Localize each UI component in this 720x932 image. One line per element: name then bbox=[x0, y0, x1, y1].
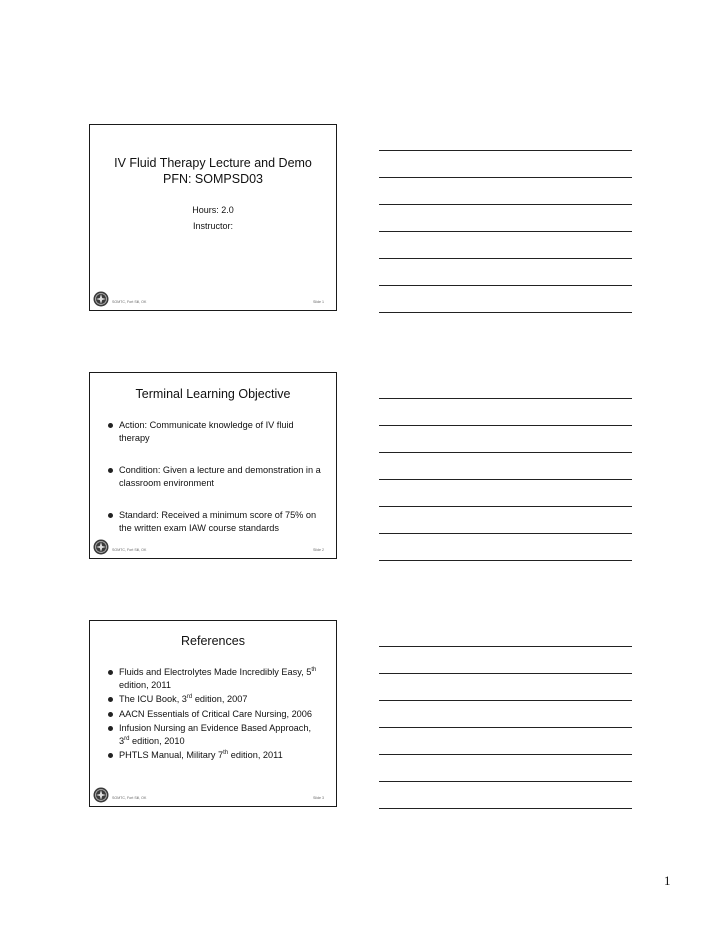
bullet-icon bbox=[108, 670, 113, 675]
unit-crest-icon bbox=[93, 539, 109, 555]
note-line bbox=[379, 781, 632, 782]
unit-crest-icon bbox=[93, 787, 109, 803]
bullet-icon bbox=[108, 468, 113, 473]
bullet-icon bbox=[108, 423, 113, 428]
slide-1-instructor: Instructor: bbox=[192, 221, 233, 231]
slide-1-title: IV Fluid Therapy Lecture and Demo PFN: SOMPSD03 bbox=[114, 156, 312, 186]
slide-1-footer-org: SOMTC, Fort Sill, OK bbox=[112, 300, 147, 304]
slide-3-bullet-list bbox=[108, 666, 322, 762]
slide-1-thumbnail bbox=[89, 124, 337, 311]
note-line bbox=[379, 285, 632, 286]
slide-2-footer bbox=[90, 536, 336, 558]
note-line bbox=[379, 506, 632, 507]
note-line bbox=[379, 754, 632, 755]
note-line bbox=[379, 204, 632, 205]
slide-2-footer-org: SOMTC, Fort Sill, OK bbox=[112, 548, 147, 552]
list-item: AACN Essentials of Critical Care Nursing, 2006 bbox=[108, 708, 322, 721]
slide-2-bullet-list bbox=[108, 419, 322, 534]
slide-1-footer-number: Slide 1 bbox=[313, 300, 324, 304]
note-line bbox=[379, 673, 632, 674]
list-item: Standard: Received a minimum score of 75% on the written exam IAW course standards bbox=[108, 509, 322, 534]
note-line bbox=[379, 258, 632, 259]
bullet-icon bbox=[108, 712, 113, 717]
note-line bbox=[379, 560, 632, 561]
note-line bbox=[379, 727, 632, 728]
list-item: The ICU Book, 3rd edition, 2007 bbox=[108, 693, 322, 706]
slide-2-thumbnail bbox=[89, 372, 337, 559]
bullet-icon bbox=[108, 697, 113, 702]
slide-3-footer-org: SOMTC, Fort Sill, OK bbox=[112, 796, 147, 800]
note-line bbox=[379, 646, 632, 647]
slide-3-title: References bbox=[181, 634, 245, 648]
note-line bbox=[379, 425, 632, 426]
note-line bbox=[379, 479, 632, 480]
slide-1-hours: Hours: 2.0 bbox=[192, 205, 234, 215]
bullet-icon bbox=[108, 513, 113, 518]
note-line bbox=[379, 150, 632, 151]
page-number: 1 bbox=[664, 873, 671, 888]
bullet-icon bbox=[108, 753, 113, 758]
note-line bbox=[379, 231, 632, 232]
note-line bbox=[379, 452, 632, 453]
list-item: Fluids and Electrolytes Made Incredibly Easy, 5th edition, 2011 bbox=[108, 666, 322, 691]
list-item: Infusion Nursing an Evidence Based Approach, 3rd edition, 2010 bbox=[108, 722, 322, 747]
bullet-icon bbox=[108, 726, 113, 731]
list-item: Action: Communicate knowledge of IV fluid therapy bbox=[108, 419, 322, 444]
note-line bbox=[379, 398, 632, 399]
slide-2-footer-number: Slide 2 bbox=[313, 548, 324, 552]
slide-1-footer bbox=[90, 288, 336, 310]
slide-3-footer bbox=[90, 784, 336, 806]
list-item: PHTLS Manual, Military 7th edition, 2011 bbox=[108, 749, 322, 762]
note-line bbox=[379, 312, 632, 313]
note-line bbox=[379, 700, 632, 701]
list-item: Condition: Given a lecture and demonstration in a classroom environment bbox=[108, 464, 322, 489]
slide-3-footer-number: Slide 3 bbox=[313, 796, 324, 800]
slide-2-title: Terminal Learning Objective bbox=[135, 387, 291, 401]
note-line bbox=[379, 177, 632, 178]
slide-3-thumbnail bbox=[89, 620, 337, 807]
note-line bbox=[379, 808, 632, 809]
note-line bbox=[379, 533, 632, 534]
unit-crest-icon bbox=[93, 291, 109, 307]
